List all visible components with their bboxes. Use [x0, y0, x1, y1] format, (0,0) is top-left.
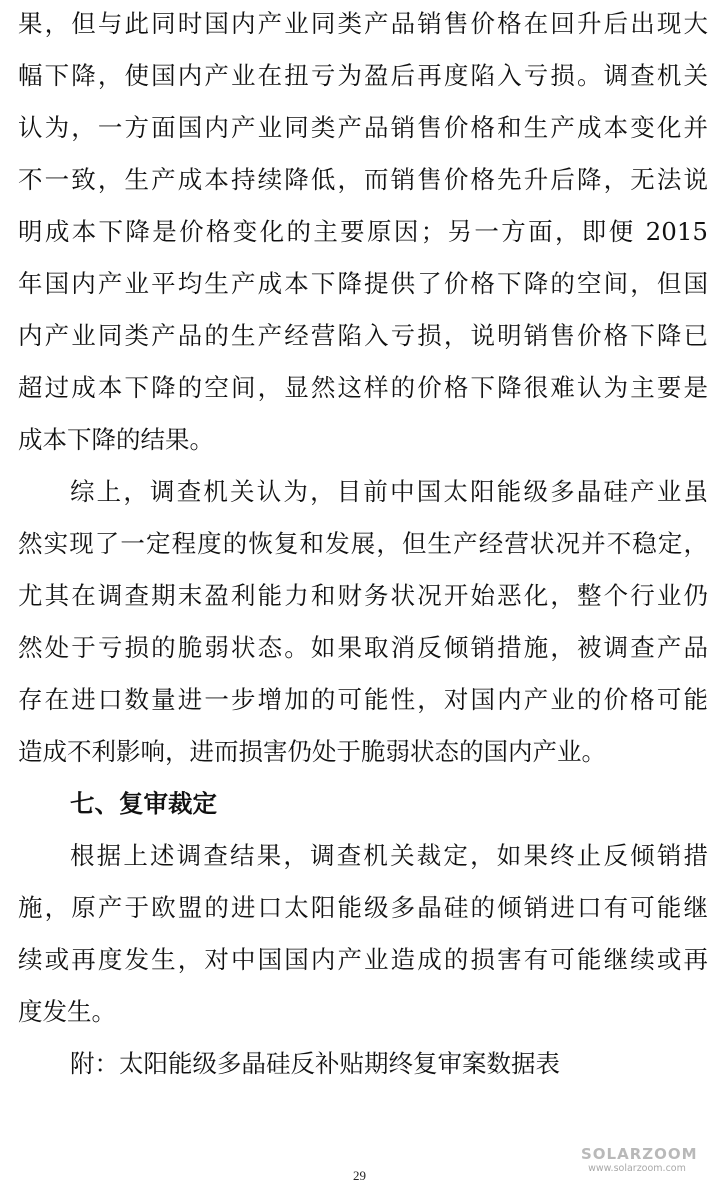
page-number: 29 [353, 1168, 366, 1183]
paragraph-1-line-8: 超过成本下降的空间，显然这样的价格下降很难认为主要是 [18, 373, 708, 402]
section-heading: 七、复审裁定 [70, 789, 217, 818]
paragraph-2-line-3: 尤其在调查期末盈利能力和财务状况开始恶化，整个行业仍 [18, 581, 708, 610]
paragraph-1-line-9: 成本下降的结果。 [18, 425, 214, 454]
watermark-url: www.solarzoom.com [588, 1163, 686, 1174]
watermark-logo: SOLARZOOM [581, 1145, 698, 1163]
paragraph-3-line-2: 施，原产于欧盟的进口太阳能级多晶硅的倾销进口有可能继 [18, 893, 708, 922]
paragraph-1-line-5: 明成本下降是价格变化的主要原因；另一方面，即便 2015 [18, 217, 708, 246]
paragraph-1-line-2: 幅下降，使国内产业在扭亏为盈后再度陷入亏损。调查机关 [18, 61, 708, 90]
paragraph-2-line-2: 然实现了一定程度的恢复和发展，但生产经营状况并不稳定， [18, 529, 708, 558]
appendix-note: 附：太阳能级多晶硅反补贴期终复审案数据表 [70, 1049, 560, 1078]
paragraph-2-line-1: 综上，调查机关认为，目前中国太阳能级多晶硅产业虽 [70, 477, 708, 506]
paragraph-1-line-7: 内产业同类产品的生产经营陷入亏损，说明销售价格下降已 [18, 321, 708, 350]
paragraph-2-line-4: 然处于亏损的脆弱状态。如果取消反倾销措施，被调查产品 [18, 633, 708, 662]
paragraph-1-line-4: 不一致，生产成本持续降低，而销售价格先升后降，无法说 [18, 165, 708, 194]
paragraph-1-line-6: 年国内产业平均生产成本下降提供了价格下降的空间，但国 [18, 269, 708, 298]
paragraph-2-line-6: 造成不利影响，进而损害仍处于脆弱状态的国内产业。 [18, 737, 606, 766]
paragraph-2-line-5: 存在进口数量进一步增加的可能性，对国内产业的价格可能 [18, 685, 708, 714]
paragraph-1-line-3: 认为，一方面国内产业同类产品销售价格和生产成本变化并 [18, 113, 708, 142]
paragraph-3-line-4: 度发生。 [18, 997, 116, 1026]
paragraph-1-line-1: 果，但与此同时国内产业同类产品销售价格在回升后出现大 [18, 9, 708, 38]
paragraph-3-line-1: 根据上述调查结果，调查机关裁定，如果终止反倾销措 [70, 841, 708, 870]
paragraph-3-line-3: 续或再度发生，对中国国内产业造成的损害有可能继续或再 [18, 945, 708, 974]
